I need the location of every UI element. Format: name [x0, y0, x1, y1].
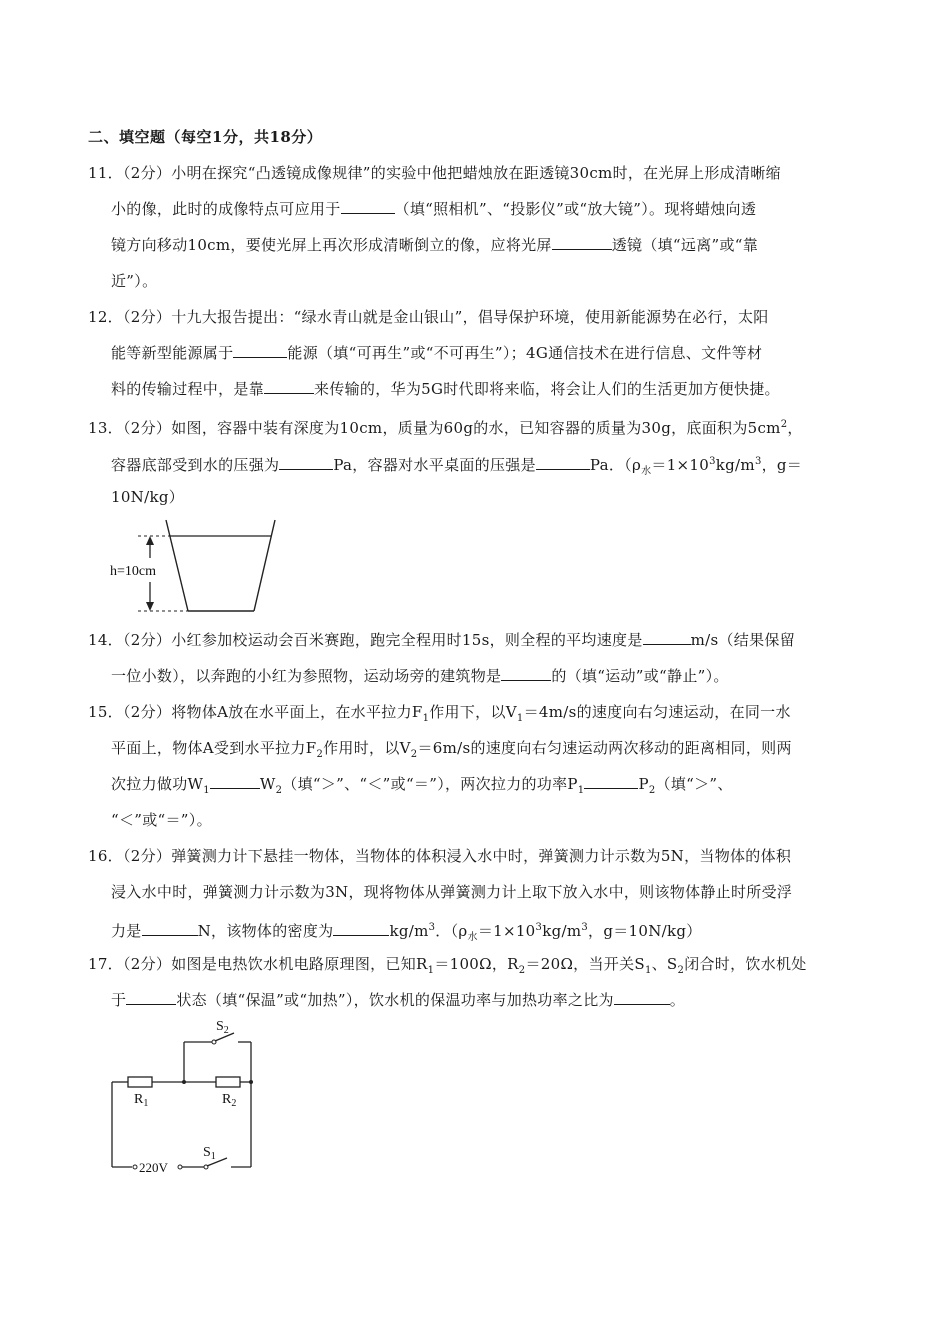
subscript: 2	[275, 785, 283, 796]
q17-text: 、S	[651, 955, 678, 973]
q17-line1	[88, 954, 807, 981]
arrowhead-up	[146, 536, 154, 545]
q17-text: 17．（2分）如图是电热饮水机电路原理图，已知R	[88, 955, 428, 973]
q11-text: 镜方向移动10cm，要使光屏上再次形成清晰倒立的像，应将光屏	[111, 236, 552, 254]
q14-text: 的（填“运动”或“静止”）。	[551, 667, 729, 685]
subscript: 1	[422, 713, 430, 724]
answer-blank	[126, 990, 176, 1005]
q17-text: 于	[111, 991, 127, 1009]
subscript: 2	[677, 965, 685, 976]
superscript: 3	[428, 922, 436, 933]
q15-line4: “＜”或“＝”）。	[111, 811, 212, 829]
q15-line3	[111, 774, 733, 801]
q16-line3	[111, 918, 702, 948]
q16-text: 力是	[111, 922, 142, 940]
q12-text: 来传输的，华为5G时代即将来临，将会让人们的生活更加方便快捷。	[314, 380, 780, 398]
answer-blank	[341, 199, 395, 214]
q13-text: Pa，容器对水平桌面的压强是	[333, 456, 536, 474]
terminal	[178, 1165, 182, 1169]
q12-line1: 12．（2分）十九大报告提出：“绿水青山就是金山银山”，倡导保护环境，使用新能源势在必行，太阳	[88, 308, 769, 326]
q11-line1: 11．（2分）小明在探究“凸透镜成像规律”的实验中他把蜡烛放在距透镜30cm时，在光屏上形成清晰缩	[88, 164, 781, 182]
q15-line2	[111, 738, 792, 765]
q15-text: （填“＞”、“＜”或“＝”），两次拉力的功率P	[282, 775, 578, 793]
label-s2: $S_2$	[216, 1020, 229, 1036]
superscript: 3	[581, 922, 589, 933]
q15-line1	[88, 702, 791, 729]
subscript: 1	[203, 785, 210, 796]
q15-text: W	[259, 775, 276, 793]
resistor-r2	[216, 1077, 240, 1087]
q16-text: ＝1×10	[477, 922, 536, 940]
label-r1: $R_1$	[134, 1092, 149, 1109]
q11-line2	[111, 199, 756, 219]
q11-line4: 近”）。	[111, 272, 158, 290]
q16-text: ，g＝10N/kg）	[588, 922, 702, 940]
q13-text: ，	[787, 419, 803, 437]
subscript: 1	[577, 785, 585, 796]
subscript: 水	[641, 466, 652, 477]
q13-text: kg/m	[715, 456, 755, 474]
container-figure	[108, 516, 283, 616]
superscript: 3	[535, 922, 543, 933]
q16-text: kg/m	[389, 922, 429, 940]
q14-text: m/s（结果保留	[690, 631, 796, 649]
q17-text: 闭合时，饮水机处	[684, 955, 807, 973]
resistor-r1	[128, 1077, 152, 1087]
answer-blank	[210, 774, 260, 789]
subscript: 水	[467, 932, 478, 943]
q12-text: 能源（填“可再生”或“不可再生”）；4G通信技术在进行信息、文件等材	[287, 344, 763, 362]
q16-text: ．（ρ	[435, 922, 468, 940]
q17-text: ＝20Ω，当开关S	[525, 955, 645, 973]
q16-text: N，该物体的密度为	[197, 922, 334, 940]
q12-text: 料的传输过程中，是靠	[111, 380, 265, 398]
subscript: 2	[316, 749, 324, 760]
q14-line1	[88, 630, 795, 650]
answer-blank	[501, 666, 551, 681]
junction-dot	[249, 1080, 253, 1084]
height-label: h=10cm	[110, 564, 156, 579]
superscript: 3	[754, 456, 762, 467]
q15-text: 15．（2分）将物体A放在水平面上，在水平拉力F	[88, 703, 423, 721]
q11-line3	[111, 235, 758, 255]
subscript: 1	[427, 965, 435, 976]
container-left-wall	[166, 520, 188, 611]
q17-line2	[111, 990, 685, 1010]
subscript: 1	[516, 713, 524, 724]
answer-blank	[279, 455, 333, 470]
q12-text: 能等新型能源属于	[111, 344, 234, 362]
label-voltage: 220V	[139, 1160, 168, 1175]
terminal	[133, 1165, 137, 1169]
q14-line2	[111, 666, 729, 686]
answer-blank	[643, 630, 691, 645]
q15-text: ＝4m/s的速度向右匀速运动，在同一水	[523, 703, 791, 721]
q16-line2: 浸入水中时，弹簧测力计示数为3N，现将物体从弹簧测力计上取下放入水中，则该物体静止时所受浮	[111, 883, 793, 901]
q15-text: P	[638, 775, 649, 793]
subscript: 2	[648, 785, 656, 796]
q15-text: 作用下，以V	[429, 703, 517, 721]
q15-text: 次拉力做功W	[111, 775, 204, 793]
q16-text: kg/m	[542, 922, 582, 940]
answer-blank	[536, 455, 590, 470]
circuit-figure	[100, 1020, 270, 1180]
subscript: 2	[518, 965, 526, 976]
q16-line1: 16．（2分）弹簧测力计下悬挂一物体，当物体的体积浸入水中时，弹簧测力计示数为5N，当物体的体积	[88, 847, 792, 865]
q14-text: 一位小数），以奔跑的小红为参照物，运动场旁的建筑物是	[111, 667, 502, 685]
q13-line1	[88, 415, 803, 438]
q15-text: （填“＞”、	[655, 775, 733, 793]
answer-blank	[584, 774, 638, 789]
q17-text: ＝100Ω，R	[434, 955, 519, 973]
q17-text: 。	[669, 991, 686, 1009]
answer-blank	[333, 921, 389, 936]
answer-blank	[233, 343, 287, 358]
answer-blank	[614, 990, 670, 1005]
label-r2: $R_2$	[222, 1092, 237, 1109]
q11-text: （填“照相机”、“投影仪”或“放大镜”）。现将蜡烛向透	[394, 200, 757, 218]
q13-line3: 10N/kg）	[111, 488, 185, 506]
junction-dot	[182, 1080, 186, 1084]
q11-text: 小的像，此时的成像特点可应用于	[111, 200, 341, 218]
section-title: 二、填空题（每空1分，共18分）	[88, 128, 323, 146]
arrowhead-down	[146, 602, 154, 611]
q13-text: 容器底部受到水的压强为	[111, 456, 280, 474]
q13-text: Pa．（ρ	[589, 456, 642, 474]
q17-text: 状态（填“保温”或“加热”），饮水机的保温功率与加热功率之比为	[176, 991, 614, 1009]
q15-text: ＝6m/s的速度向右匀速运动两次移动的距离相同，则两	[417, 739, 792, 757]
q12-line3	[111, 379, 780, 399]
q11-text: 透镜（填“远离”或“靠	[611, 236, 759, 254]
superscript: 3	[709, 456, 716, 467]
answer-blank	[264, 379, 314, 394]
q12-line2	[111, 343, 762, 363]
q13-text: 13．（2分）如图，容器中装有深度为10cm，质量为60g的水，已知容器的质量为30g，底面积为5cm	[88, 419, 781, 437]
q13-text: ＝1×10	[651, 456, 710, 474]
label-s1: $S_1$	[203, 1145, 216, 1162]
answer-blank	[142, 921, 198, 936]
subscript: 1	[644, 965, 652, 976]
q13-line2	[111, 452, 802, 482]
q13-text: ，g＝	[761, 456, 803, 474]
q14-text: 14．（2分）小红参加校运动会百米赛跑，跑完全程用时15s，则全程的平均速度是	[88, 631, 643, 649]
answer-blank	[552, 235, 612, 250]
subscript: 2	[410, 749, 418, 760]
container-right-wall	[254, 520, 275, 611]
superscript: 2	[780, 419, 788, 430]
q15-text: 平面上，物体A受到水平拉力F	[111, 739, 317, 757]
q15-text: 作用时，以V	[323, 739, 411, 757]
